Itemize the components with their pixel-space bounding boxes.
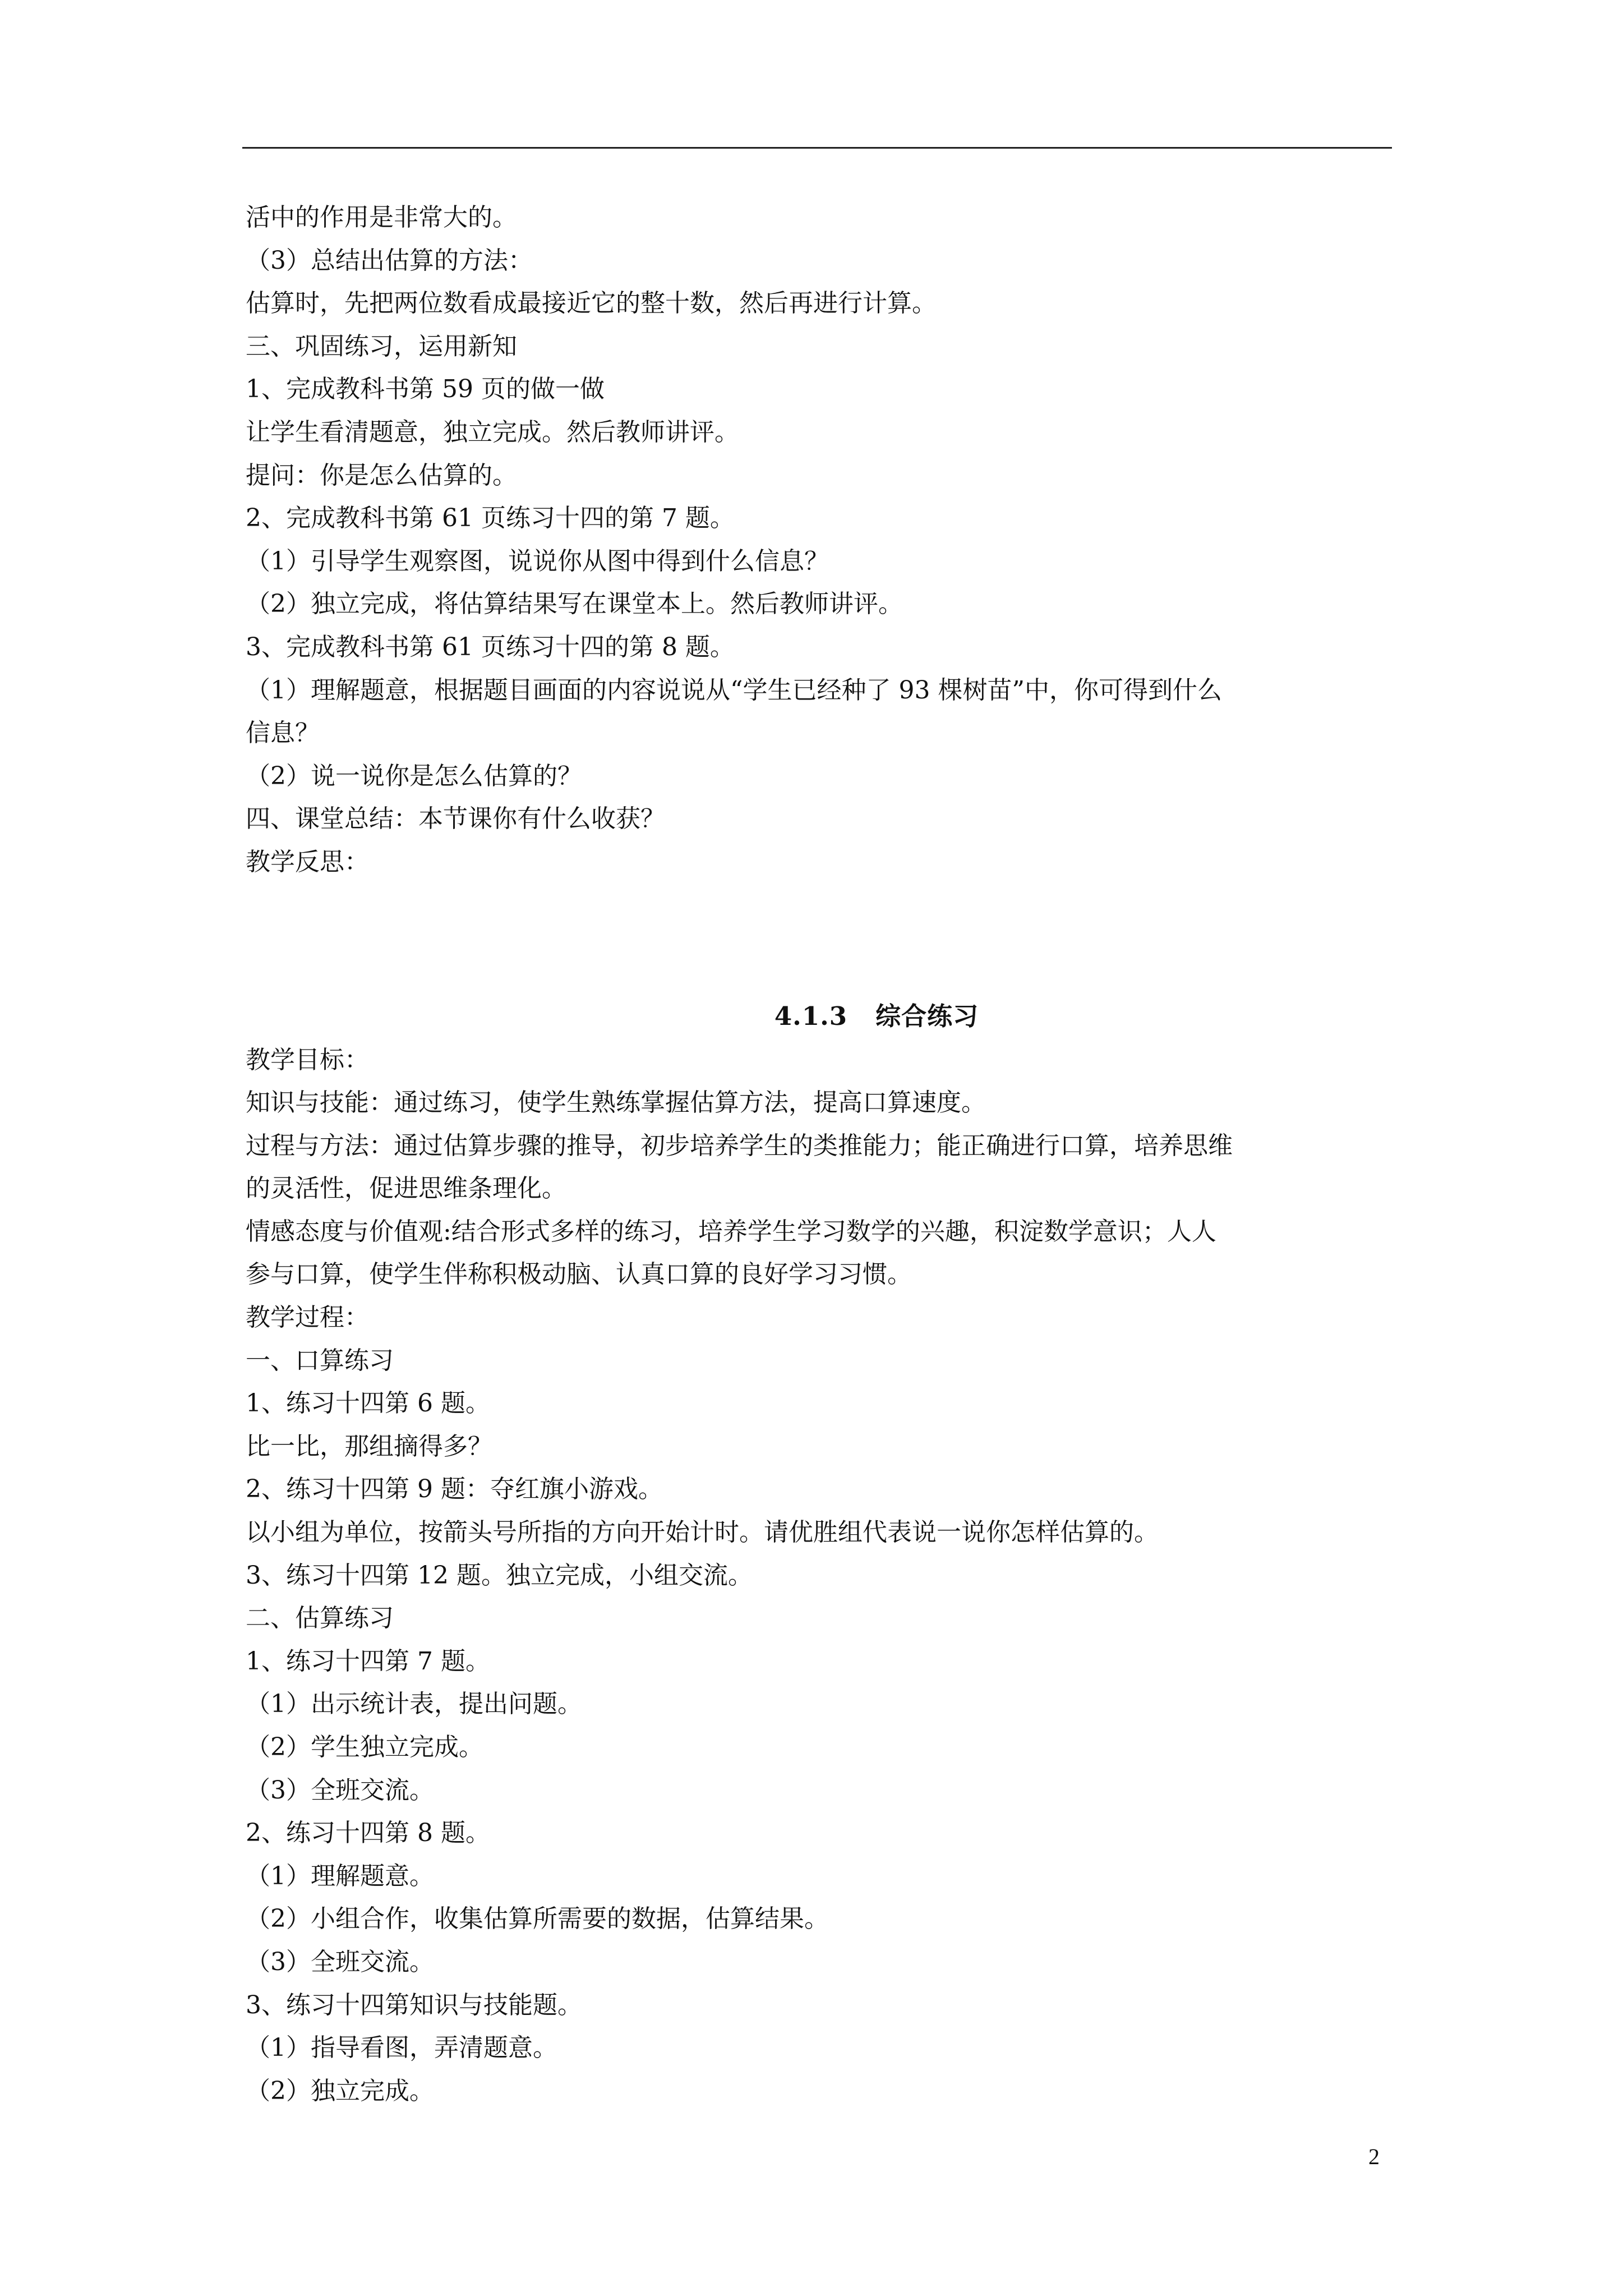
text-line: 的灵活性，促进思维条理化。 xyxy=(246,1174,566,1203)
section-spacer xyxy=(246,884,1390,994)
text-line: 2、练习十四第 9 题：夺红旗小游戏。 xyxy=(246,1475,663,1504)
text-line: 三、巩固练习，运用新知 xyxy=(246,332,517,361)
text-line: 3、练习十四第知识与技能题。 xyxy=(246,1990,582,2019)
text-line: 以小组为单位，按箭头号所指的方向开始计时。请优胜组代表说一说你怎样估算的。 xyxy=(246,1518,1159,1547)
text-line: 3、完成教科书第 61 页练习十四的第 8 题。 xyxy=(246,632,735,661)
text-line: 3、练习十四第 12 题。独立完成，小组交流。 xyxy=(246,1561,753,1590)
text-line: 过程与方法：通过估算步骤的推导，初步培养学生的类推能力；能正确进行口算，培养思维 xyxy=(246,1131,1233,1160)
text-line: （3）总结出估算的方法： xyxy=(246,246,533,275)
text-line: （3）全班交流。 xyxy=(246,1947,434,1976)
text-line: 二、估算练习 xyxy=(246,1604,394,1633)
text-line: 比一比，那组摘得多？ xyxy=(246,1432,492,1461)
text-line: 让学生看清题意，独立完成。然后教师讲评。 xyxy=(246,417,739,447)
text-line: （2）小组合作，收集估算所需要的数据，估算结果。 xyxy=(246,1904,829,1934)
text-line: 一、口算练习 xyxy=(246,1346,394,1375)
text-line: （1）引导学生观察图，说说你从图中得到什么信息？ xyxy=(246,546,829,576)
section-number: 4.1.3 xyxy=(774,1001,848,1031)
text-line: 情感态度与价值观:结合形式多样的练习，培养学生学习数学的兴趣，积淀数学意识；人人 xyxy=(246,1217,1216,1246)
text-line: （2）说一说你是怎么估算的？ xyxy=(246,761,582,790)
text-line: （2）独立完成，将估算结果写在课堂本上。然后教师讲评。 xyxy=(246,590,903,619)
text-line: 信息？ xyxy=(246,719,320,748)
text-line: （1）理解题意，根据题目画面的内容说说从“学生已经种了 93 棵树苗”中，你可得到什么 xyxy=(246,675,1222,705)
section-title: 综合练习 xyxy=(875,1001,979,1031)
text-line: 知识与技能：通过练习，使学生熟练掌握估算方法，提高口算速度。 xyxy=(246,1088,986,1117)
text-line: 四、课堂总结：本节课你有什么收获？ xyxy=(246,804,665,834)
text-line: （1）指导看图，弄清题意。 xyxy=(246,2033,557,2063)
text-line: 估算时，先把两位数看成最接近它的整十数，然后再进行计算。 xyxy=(246,289,937,318)
text-line: 教学反思： xyxy=(246,847,369,876)
text-line: 提问：你是怎么估算的。 xyxy=(246,461,517,490)
text-line: （3）全班交流。 xyxy=(246,1775,434,1805)
document-body xyxy=(246,196,1390,2113)
header-rule xyxy=(242,147,1392,149)
text-line: 教学过程： xyxy=(246,1303,369,1332)
text-line: （1）理解题意。 xyxy=(246,1861,434,1890)
text-line: 2、练习十四第 8 题。 xyxy=(246,1819,490,1848)
text-line: （2）学生独立完成。 xyxy=(246,1733,483,1761)
text-line: 参与口算，使学生伴称积极动脑、认真口算的良好学习习惯。 xyxy=(246,1260,912,1289)
page-number: 2 xyxy=(1368,2144,1380,2169)
text-line: 1、完成教科书第 59 页的做一做 xyxy=(246,375,605,404)
text-line: 2、完成教科书第 61 页练习十四的第 7 题。 xyxy=(246,504,735,533)
text-line: （1）出示统计表，提出问题。 xyxy=(246,1690,582,1719)
text-line: 1、练习十四第 6 题。 xyxy=(246,1389,490,1418)
text-line: （2）独立完成。 xyxy=(246,2076,434,2105)
text-line: 教学目标： xyxy=(246,1045,369,1074)
text-line: 1、练习十四第 7 题。 xyxy=(246,1646,490,1676)
text-line: 活中的作用是非常大的。 xyxy=(246,203,517,232)
section-heading xyxy=(246,994,1390,1039)
